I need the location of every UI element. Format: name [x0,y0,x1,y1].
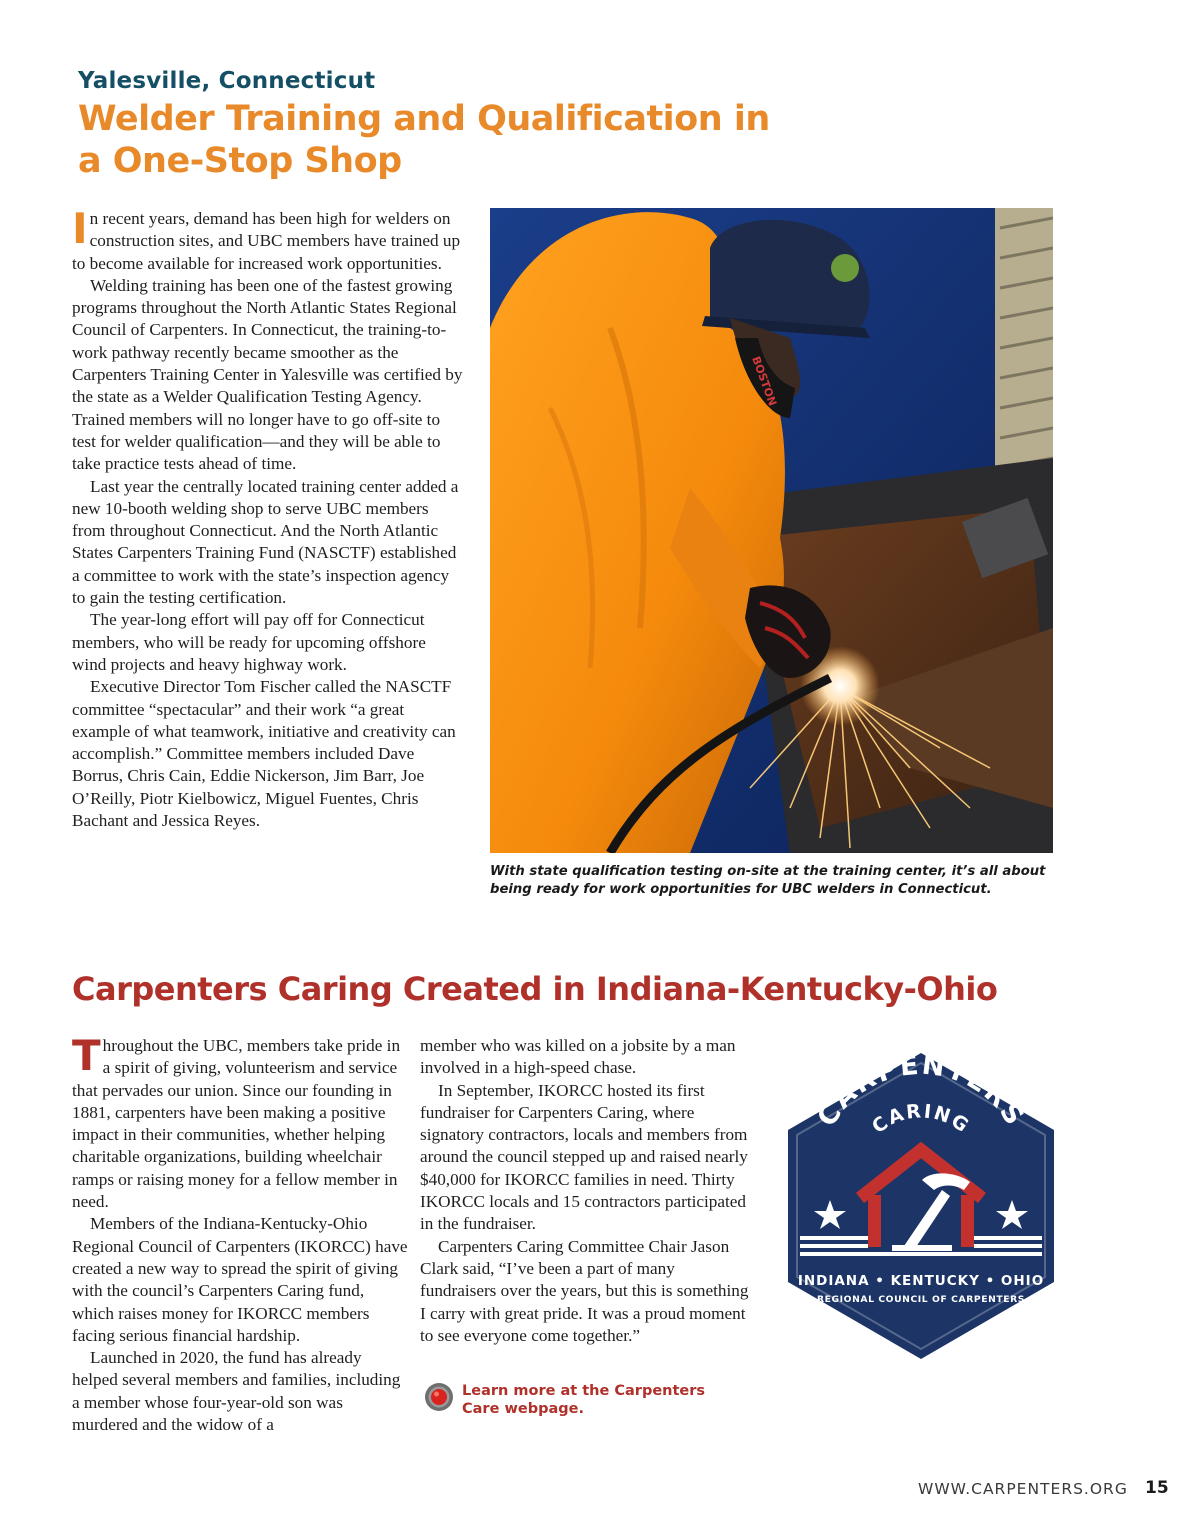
record-button-icon [424,1382,454,1412]
body-paragraph: The year-long effort will pay off for Connecticut members, who will be ready for upcoming offshore wind projects and heavy highway work. [72,610,426,674]
body-paragraph: Executive Director Tom Fischer called the NASCTF committee “spectacular” and their work “a great example of what teamwork, initiative and creativity can accomplish.” Committee members included Dave Borrus, Chris Cain, Eddie Nickerson, Jim Barr, Joe O’Reilly, Piotr Kielbowicz, Miguel Fuentes, Chris Bachant and Jessica Reyes. [72,677,456,831]
article-body-column [72,204,464,832]
location-kicker: Yalesville, Connecticut [78,68,376,94]
page-number: 15 [1145,1478,1169,1498]
photo-caption: With state qualification testing on-site at the training center, it’s all about being ready for work opportunities for UBC welders in Connecticut. [490,864,1046,897]
article-headline: Welder Training and Qualification in a One-Stop Shop [78,99,770,181]
article2-body-column-2 [420,1035,750,1347]
welder-photo [490,208,1053,853]
drop-cap: I [72,204,88,253]
carpenters-caring-logo [782,1050,1060,1362]
body-paragraph: In recent years, demand has been high for welders on construction sites, and UBC members have trained up to become available for increased work opportunities. [72,204,461,273]
body-paragraph: In September, IKORCC hosted its first fundraiser for Carpenters Caring, where signatory contractors, locals and members from around the council stepped up and raised nearly $40,000 for IKORCC families in need. Thirty IKORCC locals and 15 contractors participated in the fundraiser. [420,1080,748,1234]
body-paragraph: member who was killed on a jobsite by a man involved in a high-speed chase. [420,1036,736,1078]
learn-more-text: Learn more at the Carpenters Care webpage. [462,1383,706,1417]
body-paragraph: Welding training has been one of the fastest growing programs throughout the North Atlantic States Regional Council of Carpenters. In Connecticut, the training-to-work pathway recently became smoother as the Carpenters Training Center in Yalesville was certified by the state as a Welder Qualification Testing Agency. Trained members will no longer have to go off-site to test for welder qualification—and they will be able to take practice tests ahead of time. [72,275,463,474]
body-paragraph: Last year the centrally located training center added a new 10-booth welding shop to serve UBC members from throughout Connecticut. And the North Atlantic States Carpenters Training Fund (NASCTF) established a committee to work with the state’s inspection agency to gain the testing certification. [72,476,459,608]
mask-lettering: BOSTON [749,354,780,408]
logo-states-line: INDIANA • KENTUCKY • OHIO [797,1273,1045,1289]
footer-url: WWW.CARPENTERS.ORG [918,1480,1128,1498]
body-paragraph: Members of the Indiana-Kentucky-Ohio Regional Council of Carpenters (IKORCC) have created a new way to spread the spirit of giving with the council’s Carpenters Caring fund, which raises money for IKORCC members facing serious financial hardship. [72,1214,408,1345]
welder-illustration [490,208,1053,853]
body-paragraph: Throughout the UBC, members take pride in a spirit of giving, volunteerism and service that pervades our union. Since our founding in 1881, carpenters have been making a positive impact in their communities, whether helping charitable organizations, building wheelchair ramps or raising money for a fellow member in need. [72,1031,401,1212]
learn-more-link[interactable] [424,1382,722,1418]
article2-headline: Carpenters Caring Created in Indiana-Kentucky-Ohio [72,970,998,1008]
body-paragraph: Launched in 2020, the fund has already helped several members and families, including a member whose four-year-old son was murdered and the widow of a [72,1348,401,1435]
logo-second-word: CARING [867,1100,974,1138]
body-paragraph: Carpenters Caring Committee Chair Jason Clark said, “I’ve been a part of many fundraisers over the years, but this is something I carry with great pride. It was a proud moment to see everyone come together.” [420,1236,749,1345]
logo-top-word: CARPENTERS [811,1050,1031,1133]
article2-body-column-1 [72,1031,408,1436]
drop-cap: T [72,1031,101,1080]
logo-council-line: REGIONAL COUNCIL OF CARPENTERS [816,1294,1026,1305]
